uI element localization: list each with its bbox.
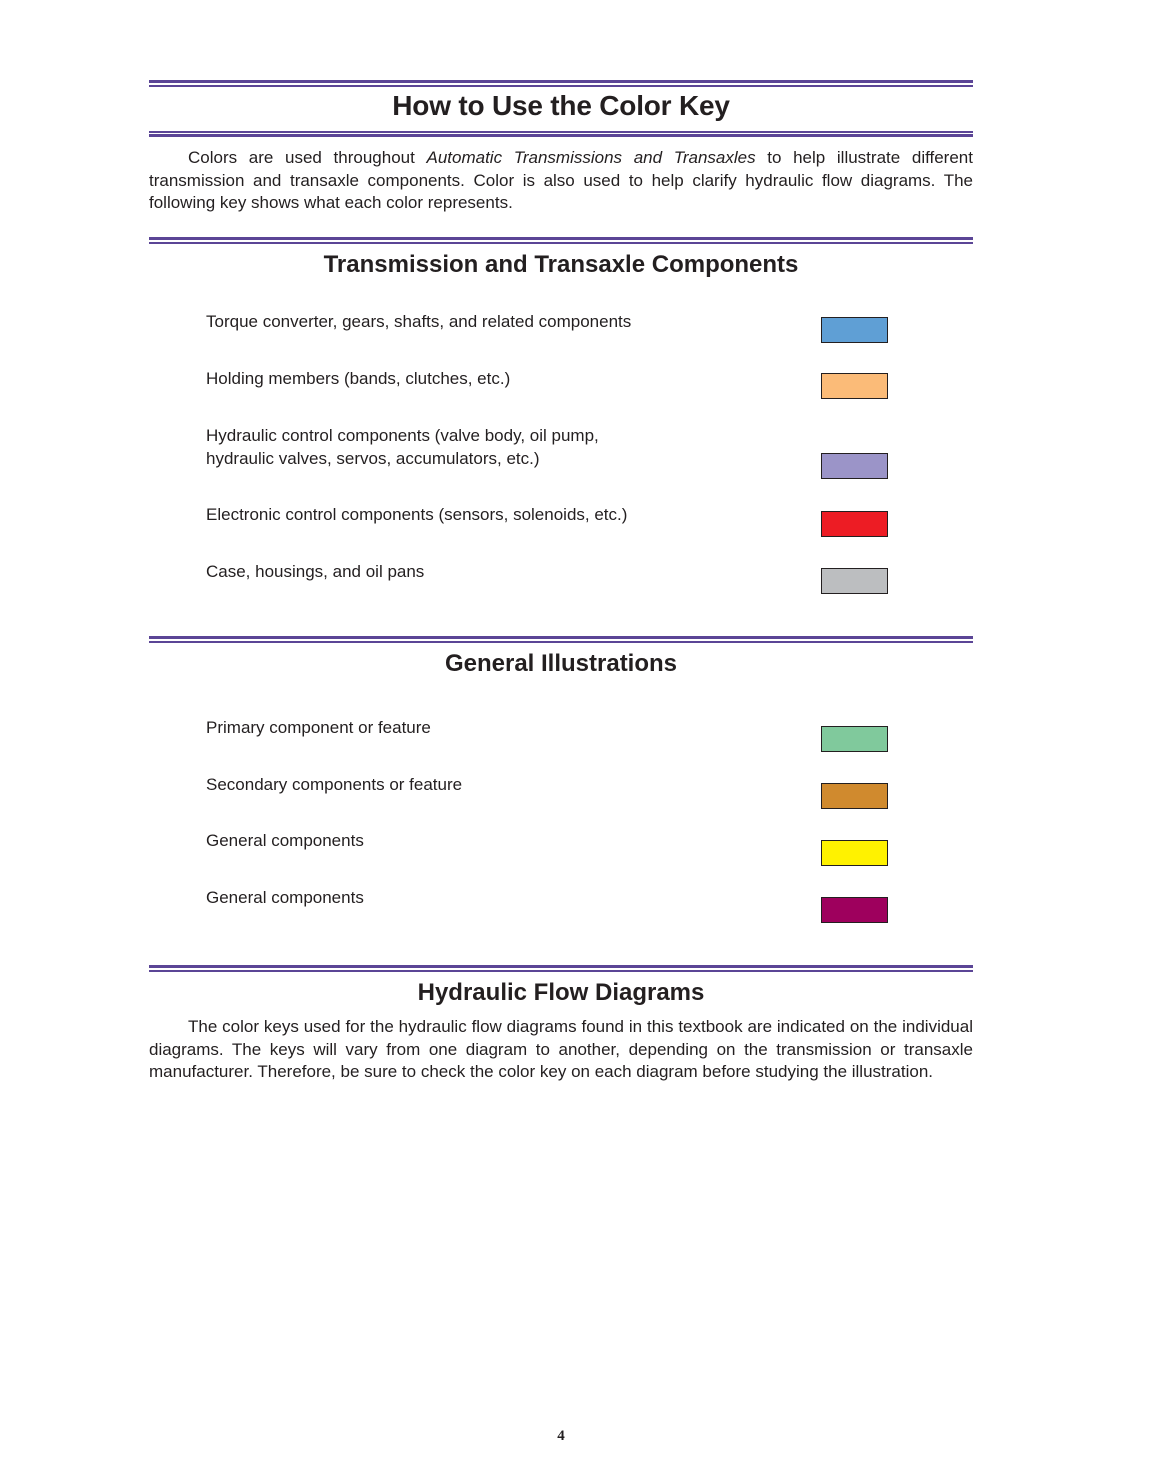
color-swatch-magenta bbox=[821, 897, 888, 923]
key-label: Electronic control components (sensors, solenoids, etc.) bbox=[206, 505, 628, 524]
key-label: Primary component or feature bbox=[206, 718, 431, 737]
section-title-general: General Illustrations bbox=[444, 650, 678, 677]
color-swatch-green bbox=[821, 726, 888, 752]
color-swatch-lavender bbox=[821, 453, 888, 479]
key-label: Hydraulic control components (valve body, oil pump, hydraulic valves, servos, accumulators, etc.) bbox=[206, 426, 599, 468]
page-title: How to Use the Color Key bbox=[392, 90, 730, 121]
color-swatch-orange bbox=[821, 373, 888, 399]
hydraulic-paragraph bbox=[149, 1016, 973, 1084]
key-label: General components bbox=[206, 888, 364, 907]
book-title: Automatic Transmissions and Transaxles bbox=[426, 148, 756, 167]
header-rule-top bbox=[149, 80, 973, 87]
section-rule-transmission bbox=[149, 237, 973, 244]
key-label: General components bbox=[206, 831, 364, 850]
page-number: 4 bbox=[557, 1428, 565, 1444]
key-label: Case, housings, and oil pans bbox=[206, 562, 425, 581]
hydraulic-text: The color keys used for the hydraulic flow diagrams found in this textbook are indicated on the individual diagrams. The keys will vary from one diagram to another, depending on the transmission or transaxle manufacturer. Therefore, be sure to check the color key on each diagram before studying the illustration. bbox=[149, 1017, 973, 1082]
header-rule-bottom bbox=[149, 131, 973, 138]
key-label: Torque converter, gears, shafts, and related components bbox=[206, 312, 632, 331]
key-label: Secondary components or feature bbox=[206, 775, 463, 794]
intro-paragraph bbox=[149, 147, 973, 215]
intro-text-before: Colors are used throughout bbox=[188, 148, 427, 167]
key-label: Holding members (bands, clutches, etc.) bbox=[206, 369, 511, 388]
color-swatch-blue bbox=[821, 317, 888, 343]
color-swatch-brown-orange bbox=[821, 783, 888, 809]
color-swatch-red bbox=[821, 511, 888, 537]
section-title-hydraulic: Hydraulic Flow Diagrams bbox=[417, 979, 705, 1006]
section-title-transmission: Transmission and Transaxle Components bbox=[323, 251, 799, 278]
intro-text-after: to help illustrate different transmission and transaxle components. Color is also used to help clarify hydraulic flow diagrams. The following key shows what each color represents. bbox=[149, 148, 973, 213]
section-rule-general bbox=[149, 636, 973, 643]
section-rule-hydraulic bbox=[149, 965, 973, 972]
color-swatch-gray bbox=[821, 568, 888, 594]
color-swatch-yellow bbox=[821, 840, 888, 866]
